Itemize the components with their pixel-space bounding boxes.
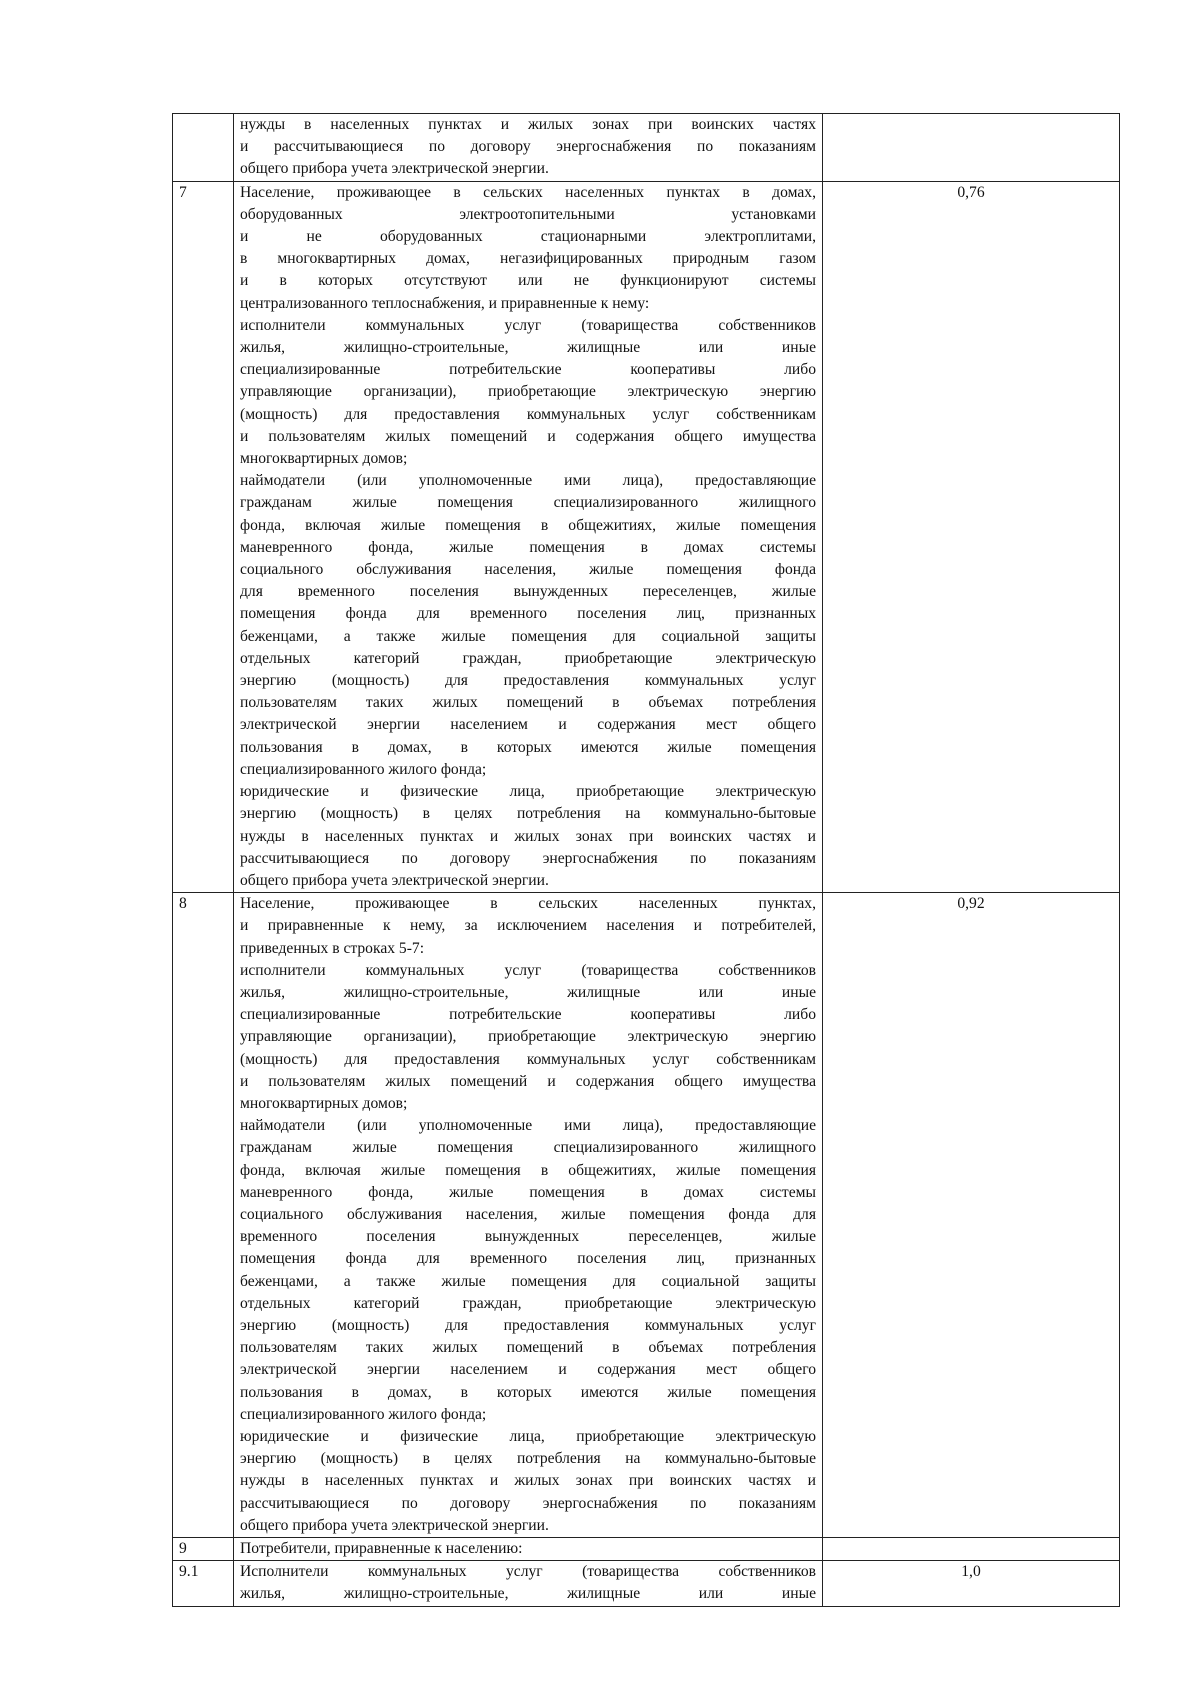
description-line: и приравненные к нему, за исключением населения и потребителей, <box>240 917 816 935</box>
description-line: юридические и физические лица, приобретающие электрическую <box>240 783 816 801</box>
description-line: общего прибора учета электрической энергии. <box>240 1516 549 1534</box>
description-line: и рассчитывающиеся по договору энергоснабжения по показаниям <box>240 138 816 156</box>
description-line: общего прибора учета электрической энергии. <box>240 871 549 889</box>
row-number-cell <box>173 114 234 182</box>
row-number-cell: 9.1 <box>173 1561 234 1606</box>
coefficient-value-cell <box>823 114 1120 182</box>
description-line: и в которых отсутствуют или не функционируют системы <box>240 272 816 290</box>
description-line: жилья, жилищно-строительные, жилищные или иные <box>240 339 816 357</box>
description-line: жилья, жилищно-строительные, жилищные или иные <box>240 983 816 1001</box>
description-line: управляющие организации), приобретающие электрическую энергию <box>240 1028 816 1046</box>
description-line: помещения фонда для временного поселения лиц, признанных <box>240 605 816 623</box>
description-line: юридические и физические лица, приобретающие электрическую <box>240 1427 816 1445</box>
description-line: исполнители коммунальных услуг (товарищества собственников <box>240 961 816 979</box>
description-line: нужды в населенных пунктах и жилых зонах при воинских частях и <box>240 1472 816 1490</box>
tariff-coefficient-table <box>172 113 1120 1607</box>
description-line: для временного поселения вынужденных переселенцев, жилые <box>240 583 816 601</box>
description-line: энергию (мощность) в целях потребления на коммунально-бытовые <box>240 1450 816 1468</box>
description-line: фонда, включая жилые помещения в общежитиях, жилые помещения <box>240 516 816 534</box>
description-line: беженцами, а также жилые помещения для социальной защиты <box>240 1272 816 1290</box>
description-line: гражданам жилые помещения специализированного жилищного <box>240 1139 816 1157</box>
row-number-cell: 7 <box>173 181 234 893</box>
consumer-description-cell <box>234 181 823 893</box>
description-line: гражданам жилые помещения специализированного жилищного <box>240 494 816 512</box>
table-row <box>173 1538 1120 1561</box>
description-line: исполнители коммунальных услуг (товарищества собственников <box>240 316 816 334</box>
description-line: Потребители, приравненные к населению: <box>240 1540 523 1557</box>
description-line: энергию (мощность) для предоставления коммунальных услуг <box>240 1316 816 1334</box>
description-line: оборудованных электроотопительными установками <box>240 205 816 223</box>
description-line: Население, проживающее в сельских населенных пунктах в домах, <box>240 183 816 201</box>
description-line: нужды в населенных пунктах и жилых зонах при воинских частях <box>240 116 816 133</box>
description-line: отдельных категорий граждан, приобретающие электрическую <box>240 649 816 667</box>
description-line: жилья, жилищно-строительные, жилищные или иные <box>240 1585 816 1603</box>
description-line: отдельных категорий граждан, приобретающие электрическую <box>240 1294 816 1312</box>
description-line: рассчитывающиеся по договору энергоснабжения по показаниям <box>240 1494 816 1512</box>
description-line: специализированные потребительские кооперативы либо <box>240 1006 816 1024</box>
description-line: общего прибора учета электрической энергии. <box>240 160 549 178</box>
description-line: (мощность) для предоставления коммунальных услуг собственникам <box>240 405 816 423</box>
consumer-description-cell <box>234 114 823 182</box>
description-line: централизованного теплоснабжения, и приравненные к нему: <box>240 294 650 312</box>
description-line: помещения фонда для временного поселения лиц, признанных <box>240 1250 816 1268</box>
coefficient-value-cell: 0,92 <box>823 893 1120 1538</box>
table-row <box>173 893 1120 1538</box>
description-line: специализированного жилого фонда; <box>240 1405 487 1423</box>
description-line: фонда, включая жилые помещения в общежитиях, жилые помещения <box>240 1161 816 1179</box>
description-line: специализированные потребительские кооперативы либо <box>240 361 816 379</box>
table-row <box>173 181 1120 893</box>
description-line: энергию (мощность) в целях потребления на коммунально-бытовые <box>240 805 816 823</box>
row-number-cell: 9 <box>173 1538 234 1561</box>
description-line: пользования в домах, в которых имеются жилые помещения <box>240 738 816 756</box>
description-line: Исполнители коммунальных услуг (товарищества собственников <box>240 1563 816 1581</box>
description-line: специализированного жилого фонда; <box>240 760 487 778</box>
description-line: нужды в населенных пунктах и жилых зонах при воинских частях и <box>240 827 816 845</box>
description-line: пользователям таких жилых помещений в объемах потребления <box>240 1339 816 1357</box>
description-line: многоквартирных домов; <box>240 450 408 468</box>
description-line: управляющие организации), приобретающие электрическую энергию <box>240 383 816 401</box>
description-line: пользователям таких жилых помещений в объемах потребления <box>240 694 816 712</box>
consumer-description-cell <box>234 1538 823 1561</box>
description-line: Население, проживающее в сельских населенных пунктах, <box>240 895 816 913</box>
description-line: социального обслуживания населения, жилые помещения фонда <box>240 561 816 579</box>
consumer-description-cell <box>234 893 823 1538</box>
table-row <box>173 114 1120 182</box>
description-line: наймодатели (или уполномоченные ими лица), предоставляющие <box>240 1117 816 1135</box>
description-line: беженцами, а также жилые помещения для социальной защиты <box>240 627 816 645</box>
coefficient-value-cell: 0,76 <box>823 181 1120 893</box>
description-line: приведенных в строках 5-7: <box>240 939 425 957</box>
table-row <box>173 1561 1120 1606</box>
description-line: в многоквартирных домах, негазифицированных природным газом <box>240 250 816 268</box>
description-line: пользования в домах, в которых имеются жилые помещения <box>240 1383 816 1401</box>
table-body <box>173 114 1120 1607</box>
description-line: электрической энергии населением и содержания мест общего <box>240 716 816 734</box>
description-line: и пользователям жилых помещений и содержания общего имущества <box>240 1072 816 1090</box>
description-line: электрической энергии населением и содержания мест общего <box>240 1361 816 1379</box>
coefficient-value-cell: 1,0 <box>823 1561 1120 1606</box>
description-line: многоквартирных домов; <box>240 1094 408 1112</box>
description-line: маневренного фонда, жилые помещения в домах системы <box>240 538 816 556</box>
row-number-cell: 8 <box>173 893 234 1538</box>
consumer-description-cell <box>234 1561 823 1606</box>
description-line: временного поселения вынужденных переселенцев, жилые <box>240 1228 816 1246</box>
coefficient-value-cell <box>823 1538 1120 1561</box>
description-line: маневренного фонда, жилые помещения в домах системы <box>240 1183 816 1201</box>
description-line: и не оборудованных стационарными электроплитами, <box>240 228 816 246</box>
description-line: и пользователям жилых помещений и содержания общего имущества <box>240 427 816 445</box>
description-line: (мощность) для предоставления коммунальных услуг собственникам <box>240 1050 816 1068</box>
description-line: энергию (мощность) для предоставления коммунальных услуг <box>240 672 816 690</box>
description-line: социального обслуживания населения, жилые помещения фонда для <box>240 1205 816 1223</box>
description-line: рассчитывающиеся по договору энергоснабжения по показаниям <box>240 849 816 867</box>
description-line: наймодатели (или уполномоченные ими лица), предоставляющие <box>240 472 816 490</box>
